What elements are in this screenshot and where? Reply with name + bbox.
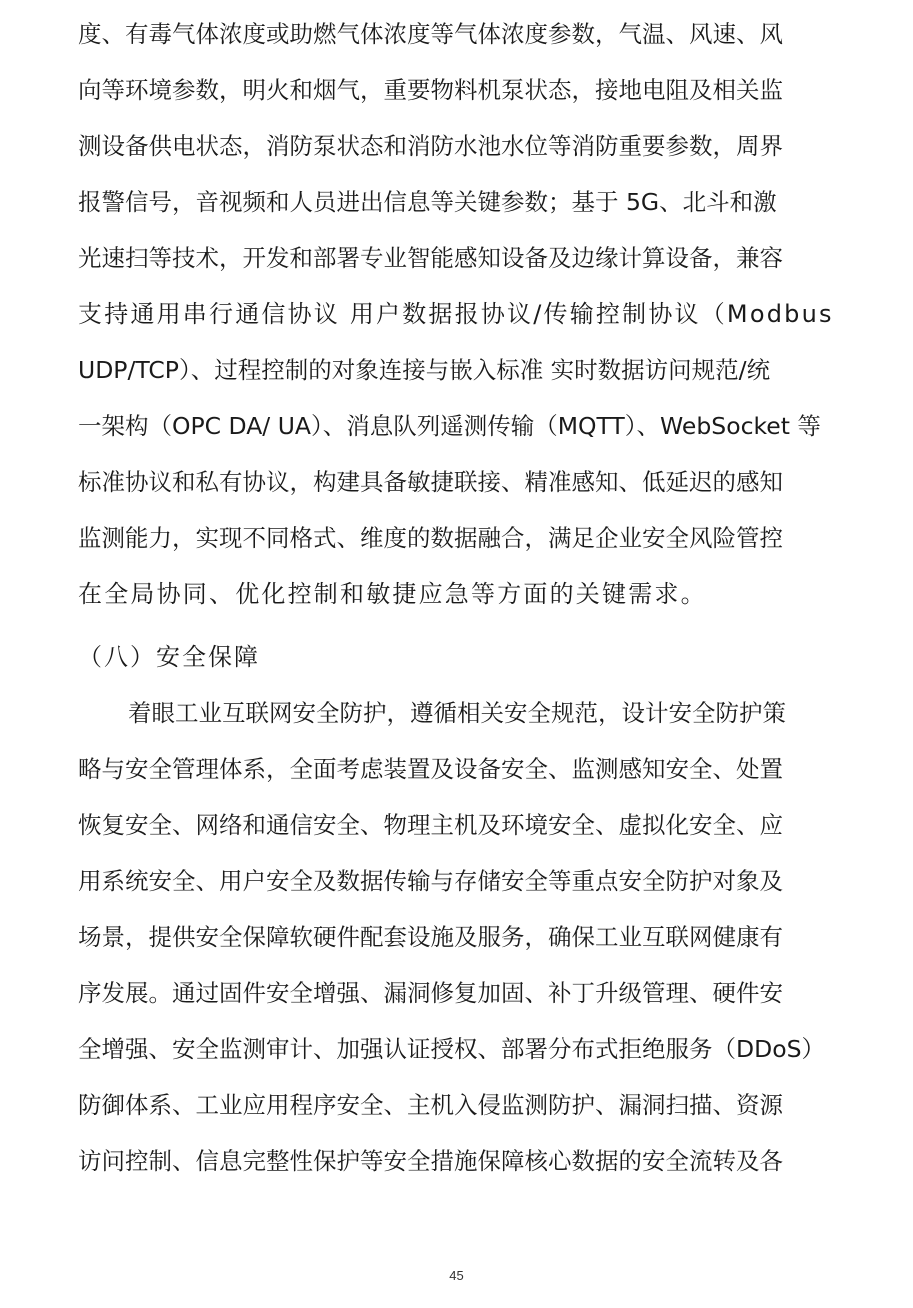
paragraph-2-line-5: 场景，提供安全保障软硬件配套设施及服务，确保工业互联网健康有: [78, 923, 783, 951]
paragraph-2-line-1: 着眼工业互联网安全防护，遵循相关安全规范，设计安全防护策: [128, 699, 786, 727]
paragraph-1-line-9: 标准协议和私有协议，构建具备敏捷联接、精准感知、低延迟的感知: [78, 468, 783, 496]
paragraph-1-line-2: 向等环境参数，明火和烟气，重要物料机泵状态，接地电阻及相关监: [78, 76, 783, 104]
paragraph-1-line-11: 在全局协同、优化控制和敏捷应急等方面的关键需求。: [78, 580, 707, 608]
paragraph-1-line-10: 监测能力，实现不同格式、维度的数据融合，满足企业安全风险管控: [78, 524, 783, 552]
paragraph-2-line-3: 恢复安全、网络和通信安全、物理主机及环境安全、虚拟化安全、应: [78, 811, 783, 839]
paragraph-1-line-1: 度、有毒气体浓度或助燃气体浓度等气体浓度参数，气温、风速、风: [78, 20, 783, 48]
paragraph-2-line-9: 访问控制、信息完整性保护等安全措施保障核心数据的安全流转及各: [78, 1147, 783, 1175]
paragraph-2-line-2: 略与安全管理体系，全面考虑装置及设备安全、监测感知安全、处置: [78, 755, 783, 783]
paragraph-1-line-8: 一架构（OPC DA/ UA）、消息队列遥测传输（MQTT）、WebSocket 等: [78, 412, 821, 440]
paragraph-1-line-7: UDP/TCP）、过程控制的对象连接与嵌入标准 实时数据访问规范/统: [78, 356, 771, 384]
page-number: 45: [449, 1268, 464, 1283]
paragraph-1-line-6: 支持通用串行通信协议 用户数据报协议/传输控制协议（Modbus: [78, 300, 834, 328]
paragraph-1-line-4: 报警信号，音视频和人员进出信息等关键参数；基于 5G、北斗和激: [78, 188, 777, 216]
paragraph-2-line-8: 防御体系、工业应用程序安全、主机入侵监测防护、漏洞扫描、资源: [78, 1091, 783, 1119]
paragraph-2-line-6: 序发展。通过固件安全增强、漏洞修复加固、补丁升级管理、硬件安: [78, 979, 783, 1007]
paragraph-2-line-7: 全增强、安全监测审计、加强认证授权、部署分布式拒绝服务（DDoS）: [78, 1035, 825, 1063]
paragraph-1-line-3: 测设备供电状态，消防泵状态和消防水池水位等消防重要参数，周界: [78, 132, 783, 160]
paragraph-1-line-5: 光速扫等技术，开发和部署专业智能感知设备及边缘计算设备，兼容: [78, 244, 783, 272]
paragraph-2-line-4: 用系统安全、用户安全及数据传输与存储安全等重点安全防护对象及: [78, 867, 783, 895]
section-heading: （八）安全保障: [78, 643, 260, 671]
